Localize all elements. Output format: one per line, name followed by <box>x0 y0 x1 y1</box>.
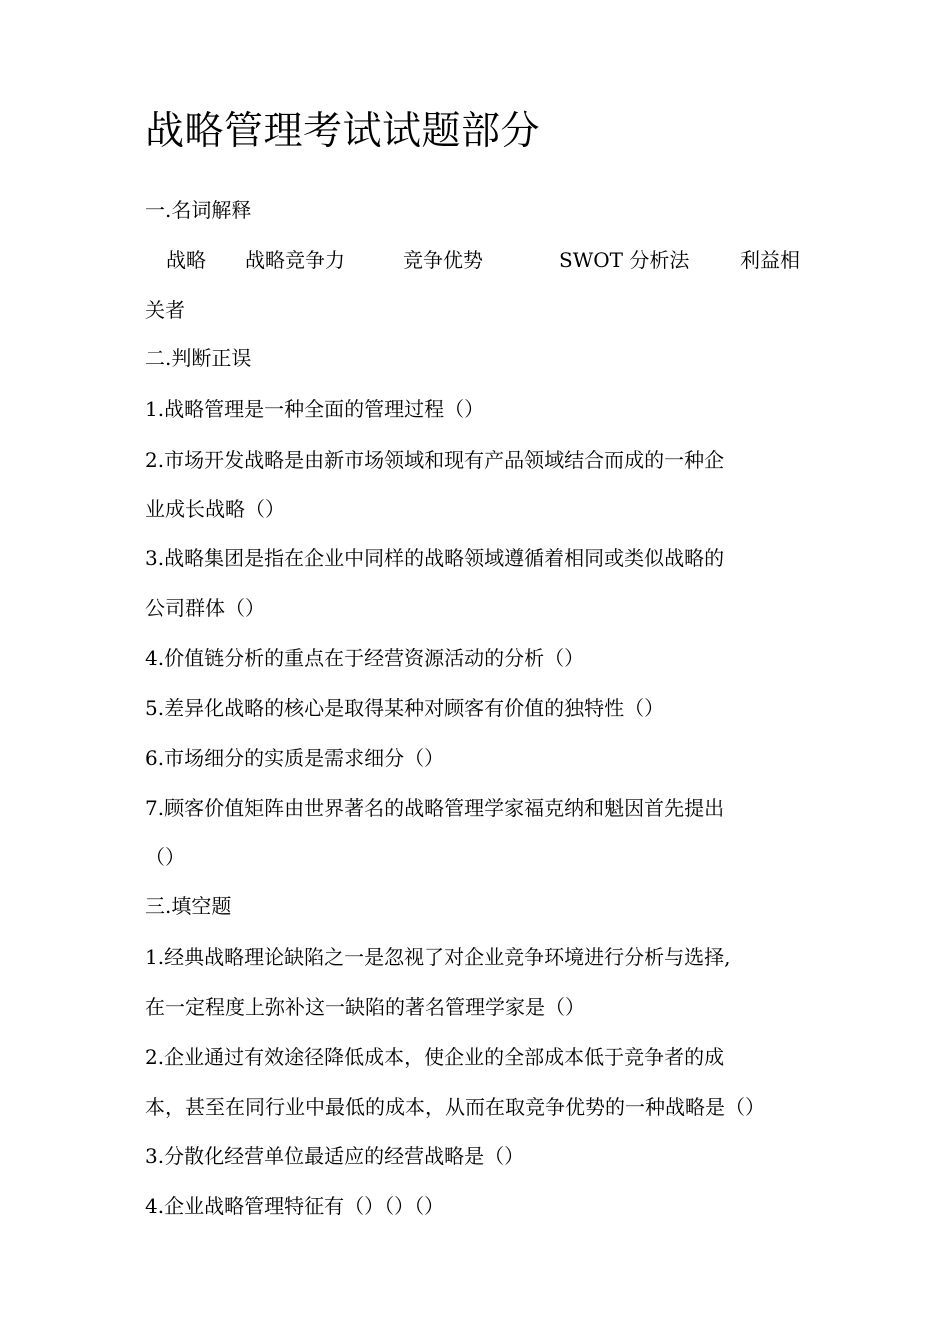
question-line: 3.战略集团是指在企业中同样的战略领域遵循着相同或类似战略的 <box>145 546 725 570</box>
terms-row <box>145 245 813 275</box>
question-line: 7.顾客价值矩阵由世界著名的战略管理学家福克纳和魁因首先提出 <box>145 796 725 820</box>
question-line: 1.经典战略理论缺陷之一是忽视了对企业竞争环境进行分析与选择, <box>145 945 731 969</box>
term-item-wrap: 关者 <box>145 298 185 322</box>
question-line: 4.价值链分析的重点在于经营资源活动的分析（） <box>145 646 585 670</box>
term-item: 竞争优势 <box>403 248 483 272</box>
section-heading-true-false: 二.判断正误 <box>145 346 252 370</box>
question-line: 3.分散化经营单位最适应的经营战略是（） <box>145 1144 525 1168</box>
question-line: 业成长战略（） <box>145 497 285 521</box>
question-line: （） <box>145 845 185 869</box>
term-item: 战略 <box>166 248 206 272</box>
section-heading-terms: 一.名词解释 <box>145 198 252 222</box>
section-heading-fill-blank: 三.填空题 <box>145 894 232 918</box>
question-line: 在一定程度上弥补这一缺陷的著名管理学家是（） <box>145 995 585 1019</box>
question-line: 公司群体（） <box>145 596 265 620</box>
question-line: 本，甚至在同行业中最低的成本，从而在取竞争优势的一种战略是（） <box>145 1095 765 1119</box>
question-line: 2.市场开发战略是由新市场领域和现有产品领域结合而成的一种企 <box>145 448 725 472</box>
term-item: 战略竞争力 <box>245 248 345 272</box>
term-item: SWOT 分析法 <box>559 248 690 272</box>
question-line: 2.企业通过有效途径降低成本，使企业的全部成本低于竞争者的成 <box>145 1045 725 1069</box>
term-item: 利益相 <box>740 248 800 272</box>
question-line: 5.差异化战略的核心是取得某种对顾客有价值的独特性（） <box>145 696 665 720</box>
question-line: 1.战略管理是一种全面的管理过程（） <box>145 397 485 421</box>
document-title: 战略管理考试试题部分 <box>145 109 541 154</box>
document-page <box>145 0 813 1344</box>
question-line: 6.市场细分的实质是需求细分（） <box>145 746 445 770</box>
question-line: 4.企业战略管理特征有（）（）（） <box>145 1194 445 1218</box>
